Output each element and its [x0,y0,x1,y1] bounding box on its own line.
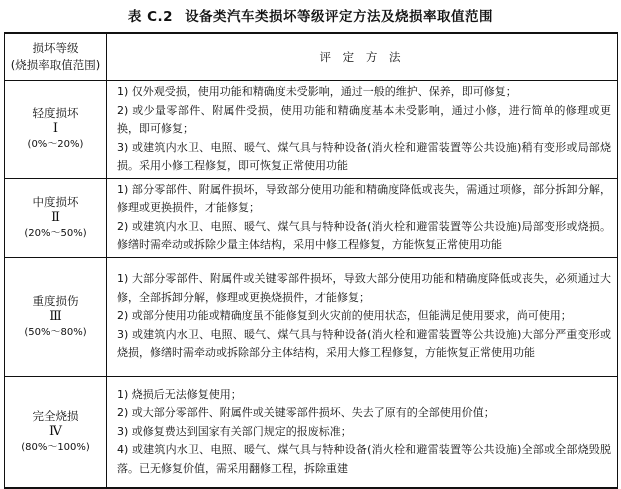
table-header-row [5,33,618,81]
header-damage-level [5,33,107,81]
method-item: 3) 或建筑内水卫、电照、暖气、煤气具与特种设备(消火栓和避雷装置等公共设施)大部分严重变形或烧损，修缮时需牵动或拆除部分主体结构，采用大修工程修复，方能恢复正常使用功能 [117,327,611,360]
level-burn-range: (50%～80%) [24,326,87,338]
damage-level-table [4,32,618,489]
method-item: 1) 烧损后无法修复使用； [117,387,242,401]
level-name: 重度损伤 [32,293,79,308]
method-item: 1) 大部分零部件、附属件或关键零部件损坏，导致大部分使用功能和精确度降低或丧失，必须通过大修，全部拆卸分解，修理或更换烧损件，才能修复； [117,272,611,304]
level-name: 完全烧损 [32,408,79,423]
level-burn-range: (80%～100%) [21,441,90,453]
table-row-level-3 [5,257,618,376]
level-cell [5,81,107,179]
level-cell [5,257,107,376]
level-roman-numeral: Ⅳ [49,423,62,439]
level-burn-range: (0%～20%) [27,139,84,151]
table-title: 设备类汽车类损坏等级评定方法及烧损率取值范围 [185,9,494,25]
method-cell [107,178,618,257]
method-cell [107,81,618,179]
level-roman-numeral: Ⅱ [51,209,60,225]
level-cell [5,376,107,488]
table-caption [0,5,621,25]
header-level-label: 损坏等级 [32,41,79,55]
level-name: 中度损坏 [32,194,79,209]
method-item: 3) 或建筑内水卫、电照、暖气、煤气具与特种设备(消火栓和避雷装置等公共设施)稍有变形或局部烧损。采用小修工程修复，即可恢复正常使用功能 [117,140,611,172]
method-item: 1) 仅外观受损，使用功能和精确度未受影响，通过一般的维护、保养，即可修复； [117,85,517,98]
level-roman-numeral: Ⅰ [52,121,59,137]
method-item: 3) 或修复费达到国家有关部门规定的报废标准； [117,424,352,438]
method-item: 2) 或少量零部件、附属件受损，使用功能和精确度基本未受影响，通过小修，进行简单的修理或更换，即可修复； [117,103,611,135]
method-item: 4) 或建筑内水卫、电照、暖气、煤气具与特种设备(消火栓和避雷装置等公共设施)全部或全部烧毁脱落。已无修复价值，需采用翻修工程，拆除重建 [117,443,611,475]
level-burn-range: (20%～50%) [24,227,87,239]
level-cell [5,178,107,257]
table-row-level-1 [5,81,618,179]
table-row-level-2 [5,178,618,257]
table-row-level-4 [5,376,618,488]
header-range-label: (烧损率取值范围) [10,58,101,72]
table-number: 表 C.2 [127,9,174,25]
method-cell [107,257,618,376]
level-name: 轻度损坏 [32,106,79,121]
method-item: 2) 或部分使用功能或精确度虽不能修复到火灾前的使用状态，但能满足使用要求，尚可使用； [117,309,572,323]
method-item: 2) 或大部分零部件、附属件或关键零部件损坏、失去了原有的全部使用价值； [117,406,495,419]
header-method: 评 定 方 法 [107,33,618,81]
method-item: 1) 部分零部件、附属件损坏，导致部分使用功能和精确度降低或丧失，需通过项修，部分拆卸分解，修理或更换损件，才能修复； [117,182,611,214]
method-cell [107,376,618,488]
level-roman-numeral: Ⅲ [49,308,62,324]
method-item: 2) 或建筑内水卫、电照、暖气、煤气具与特种设备(消火栓和避雷装置等公共设施)局部变形或烧损。修缮时需牵动或拆除少量主体结构，采用中修工程修复，方能恢复正常使用功能 [117,219,611,251]
